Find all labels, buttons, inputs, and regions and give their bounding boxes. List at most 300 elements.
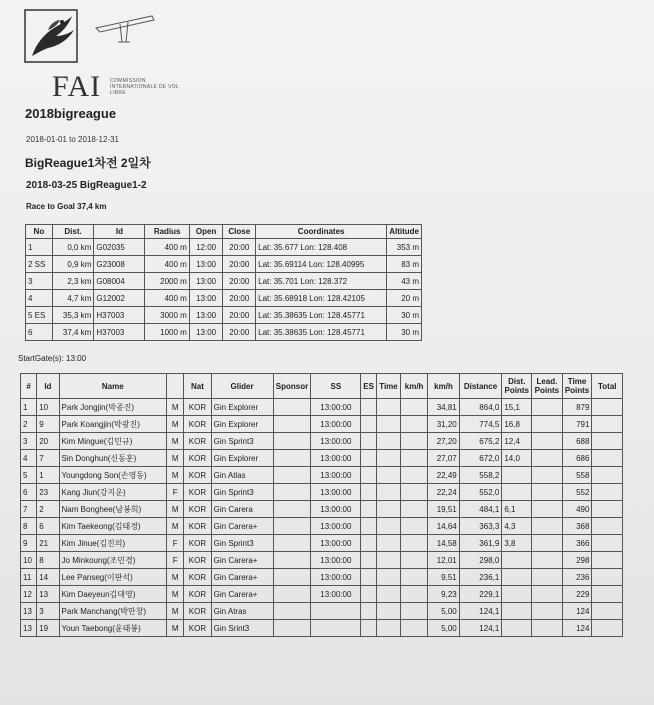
result-cell: 8 — [37, 552, 59, 569]
result-cell: 22,24 — [428, 484, 459, 501]
result-cell: 13:00:00 — [311, 399, 361, 416]
result-cell: 1 — [21, 399, 37, 416]
result-cell — [592, 416, 623, 433]
result-cell: 31,20 — [428, 416, 459, 433]
result-cell — [377, 450, 401, 467]
result-cell — [377, 569, 401, 586]
result-cell: M — [167, 518, 184, 535]
result-cell — [361, 518, 377, 535]
result-cell — [400, 484, 427, 501]
result-cell: 21 — [37, 535, 59, 552]
header-cell: Id — [94, 225, 145, 239]
result-cell: Park Jongjin(박종진) — [59, 399, 167, 416]
task-title: 2018-03-25 BigReague1-2 — [26, 180, 147, 191]
result-cell: 6,1 — [502, 501, 532, 518]
result-cell: M — [167, 586, 184, 603]
result-cell — [273, 603, 311, 620]
result-cell — [400, 450, 427, 467]
result-cell: KOR — [184, 603, 211, 620]
result-cell: KOR — [184, 501, 211, 518]
result-cell: 13:00:00 — [311, 501, 361, 518]
header-cell: Total — [592, 374, 623, 399]
result-cell: 236 — [562, 569, 592, 586]
result-cell — [502, 484, 532, 501]
turnpoint-cell: Lat: 35.38635 Lon: 128.45771 — [256, 324, 387, 341]
turnpoint-cell: 30 m — [387, 307, 422, 324]
result-cell: 13:00:00 — [311, 467, 361, 484]
turnpoint-cell: 13:00 — [189, 307, 223, 324]
result-cell — [361, 535, 377, 552]
header-cell: Glider — [211, 374, 273, 399]
result-cell: KOR — [184, 586, 211, 603]
result-cell — [532, 433, 562, 450]
result-cell — [377, 586, 401, 603]
result-cell: 1 — [37, 467, 59, 484]
result-cell — [400, 552, 427, 569]
result-row — [21, 620, 623, 637]
result-cell: M — [167, 467, 184, 484]
result-row — [21, 569, 623, 586]
result-cell — [377, 467, 401, 484]
result-cell: 13:00:00 — [311, 433, 361, 450]
result-cell: 791 — [562, 416, 592, 433]
result-cell: Youn Taebong(윤태봉) — [59, 620, 167, 637]
result-cell: Gin Carera+ — [211, 569, 273, 586]
result-cell — [361, 603, 377, 620]
result-cell: Gin Sprint3 — [211, 433, 273, 450]
result-cell — [311, 620, 361, 637]
turnpoint-row — [26, 290, 422, 307]
result-cell: 27,20 — [428, 433, 459, 450]
result-cell — [273, 450, 311, 467]
result-cell — [592, 518, 623, 535]
result-cell: 366 — [562, 535, 592, 552]
result-cell: Kang Jiun(강지운) — [59, 484, 167, 501]
result-cell: KOR — [184, 467, 211, 484]
result-cell — [532, 569, 562, 586]
result-cell: 2 — [37, 501, 59, 518]
turnpoint-cell: H37003 — [94, 324, 145, 341]
result-row — [21, 518, 623, 535]
result-cell — [592, 467, 623, 484]
result-cell: 7 — [21, 501, 37, 518]
result-cell: 3 — [21, 433, 37, 450]
result-cell: Gin Atlas — [211, 467, 273, 484]
header-cell: ES — [361, 374, 377, 399]
result-cell: 9 — [21, 535, 37, 552]
turnpoint-cell: Lat: 35.38635 Lon: 128.45771 — [256, 307, 387, 324]
header-cell: Close — [223, 225, 256, 239]
result-cell: KOR — [184, 518, 211, 535]
result-row — [21, 399, 623, 416]
header-cell: Open — [189, 225, 223, 239]
result-cell: 34,81 — [428, 399, 459, 416]
competition-title: 2018bigreague — [25, 106, 117, 121]
result-cell — [273, 484, 311, 501]
result-cell: Jo Minkoung(조민경) — [59, 552, 167, 569]
result-cell — [377, 416, 401, 433]
result-cell — [400, 399, 427, 416]
turnpoint-cell: 400 m — [145, 239, 189, 256]
result-cell — [502, 569, 532, 586]
result-cell: 5,00 — [428, 603, 459, 620]
result-cell: Gin Carera+ — [211, 586, 273, 603]
result-cell: 675,2 — [459, 433, 502, 450]
turnpoint-row — [26, 273, 422, 290]
turnpoint-cell: H37003 — [94, 307, 145, 324]
turnpoints-header-row — [26, 225, 422, 239]
result-cell: 361,9 — [459, 535, 502, 552]
result-cell: 7 — [37, 450, 59, 467]
turnpoint-cell: 1 — [26, 239, 53, 256]
fai-logo — [22, 8, 179, 103]
result-cell: 686 — [562, 450, 592, 467]
result-cell — [400, 433, 427, 450]
result-cell: 13:00:00 — [311, 569, 361, 586]
result-cell: 12 — [21, 586, 37, 603]
turnpoint-cell: Lat: 35.68918 Lon: 128.42105 — [256, 290, 387, 307]
task-type: Race to Goal 37,4 km — [26, 202, 107, 211]
result-cell: KOR — [184, 620, 211, 637]
result-cell — [361, 467, 377, 484]
round-title: BigReague1차전 2일차 — [25, 156, 151, 170]
result-cell: Gin Explorer — [211, 399, 273, 416]
turnpoint-cell: 3000 m — [145, 307, 189, 324]
fai-wordmark: FAI — [52, 70, 102, 103]
turnpoint-cell: 30 m — [387, 324, 422, 341]
result-cell — [532, 467, 562, 484]
turnpoint-cell: 37,4 km — [52, 324, 94, 341]
result-cell: 864,0 — [459, 399, 502, 416]
header-cell: Lead. Points — [532, 374, 562, 399]
result-cell: Gin Sprint3 — [211, 484, 273, 501]
turnpoint-cell: 13:00 — [189, 290, 223, 307]
result-cell — [377, 518, 401, 535]
header-cell: Radius — [145, 225, 189, 239]
result-cell: Gin Atras — [211, 603, 273, 620]
result-cell: 16,8 — [502, 416, 532, 433]
turnpoint-cell: 13:00 — [189, 256, 223, 273]
result-cell — [532, 620, 562, 637]
result-cell — [592, 603, 623, 620]
turnpoint-cell: 400 m — [145, 256, 189, 273]
result-row — [21, 501, 623, 518]
header-cell: Distance — [459, 374, 502, 399]
result-cell: 2 — [21, 416, 37, 433]
turnpoint-cell: 20:00 — [223, 290, 256, 307]
result-cell: Gin Srint3 — [211, 620, 273, 637]
result-cell: 13 — [21, 620, 37, 637]
result-cell: KOR — [184, 569, 211, 586]
result-cell — [273, 535, 311, 552]
turnpoint-cell: 12:00 — [189, 239, 223, 256]
result-row — [21, 433, 623, 450]
competition-dates: 2018-01-01 to 2018-12-31 — [26, 135, 119, 144]
turnpoint-row — [26, 256, 422, 273]
result-cell: 14 — [37, 569, 59, 586]
result-cell: 558 — [562, 467, 592, 484]
result-cell: 14,0 — [502, 450, 532, 467]
results-header-row — [21, 374, 623, 399]
result-cell — [400, 518, 427, 535]
header-cell: # — [21, 374, 37, 399]
turnpoint-cell: 20:00 — [223, 239, 256, 256]
turnpoint-row — [26, 307, 422, 324]
result-cell: 688 — [562, 433, 592, 450]
result-cell: 298,0 — [459, 552, 502, 569]
result-cell: Kim Taekeong(김태경) — [59, 518, 167, 535]
result-cell: 124 — [562, 620, 592, 637]
result-cell: 3,8 — [502, 535, 532, 552]
result-cell: 3 — [37, 603, 59, 620]
result-cell — [273, 552, 311, 569]
turnpoint-cell: 3 — [26, 273, 53, 290]
result-cell — [273, 433, 311, 450]
result-cell — [532, 552, 562, 569]
header-cell: Time — [377, 374, 401, 399]
result-cell — [532, 416, 562, 433]
header-cell: Time Points — [562, 374, 592, 399]
result-cell: 14,64 — [428, 518, 459, 535]
turnpoints-table — [25, 224, 422, 341]
result-cell: Youngdong Son(손영동) — [59, 467, 167, 484]
result-cell: M — [167, 603, 184, 620]
result-cell: M — [167, 399, 184, 416]
result-cell: 14,58 — [428, 535, 459, 552]
result-cell — [361, 501, 377, 518]
turnpoint-cell: 43 m — [387, 273, 422, 290]
result-cell — [532, 603, 562, 620]
result-cell — [592, 501, 623, 518]
result-cell: 12,01 — [428, 552, 459, 569]
result-cell: 13:00:00 — [311, 484, 361, 501]
result-cell: Sin Donghun(신동훈) — [59, 450, 167, 467]
result-cell — [592, 433, 623, 450]
result-cell: 484,1 — [459, 501, 502, 518]
turnpoint-cell: 0,0 km — [52, 239, 94, 256]
result-cell — [273, 586, 311, 603]
result-cell — [377, 433, 401, 450]
result-cell: 368 — [562, 518, 592, 535]
result-cell: 363,3 — [459, 518, 502, 535]
header-cell: Nat — [184, 374, 211, 399]
result-cell — [532, 450, 562, 467]
header-cell: Id — [37, 374, 59, 399]
result-cell: 4,3 — [502, 518, 532, 535]
result-cell: 6 — [37, 518, 59, 535]
result-cell: 229,1 — [459, 586, 502, 603]
result-cell: 13:00:00 — [311, 416, 361, 433]
result-cell: M — [167, 620, 184, 637]
start-gates: StartGate(s): 13:00 — [18, 354, 87, 363]
result-cell — [400, 569, 427, 586]
result-cell — [592, 535, 623, 552]
turnpoint-cell: 13:00 — [189, 273, 223, 290]
result-cell: 11 — [21, 569, 37, 586]
result-cell — [592, 399, 623, 416]
result-cell: 13 — [37, 586, 59, 603]
result-cell: Gin Sprint3 — [211, 535, 273, 552]
result-cell — [400, 416, 427, 433]
header-cell: km/h — [400, 374, 427, 399]
result-row — [21, 416, 623, 433]
result-cell — [502, 586, 532, 603]
result-cell: M — [167, 416, 184, 433]
turnpoint-row — [26, 324, 422, 341]
result-cell — [400, 467, 427, 484]
result-cell — [361, 552, 377, 569]
result-cell: KOR — [184, 450, 211, 467]
result-cell — [377, 552, 401, 569]
turnpoint-cell: 5 ES — [26, 307, 53, 324]
result-cell: 124 — [562, 603, 592, 620]
turnpoint-cell: 20:00 — [223, 256, 256, 273]
turnpoint-cell: 20 m — [387, 290, 422, 307]
result-cell — [361, 484, 377, 501]
result-cell — [532, 586, 562, 603]
results-table — [20, 373, 623, 637]
result-cell: 879 — [562, 399, 592, 416]
result-cell: 490 — [562, 501, 592, 518]
turnpoint-cell: 0,9 km — [52, 256, 94, 273]
result-cell: KOR — [184, 416, 211, 433]
result-cell: 12,4 — [502, 433, 532, 450]
result-cell — [532, 501, 562, 518]
turnpoint-cell: 353 m — [387, 239, 422, 256]
result-cell: 10 — [21, 552, 37, 569]
result-cell: 13:00:00 — [311, 450, 361, 467]
result-cell: Gin Explorer — [211, 450, 273, 467]
result-cell — [400, 501, 427, 518]
result-cell: 19 — [37, 620, 59, 637]
turnpoint-cell: G08004 — [94, 273, 145, 290]
result-cell — [361, 620, 377, 637]
result-cell: 558,2 — [459, 467, 502, 484]
result-cell — [377, 620, 401, 637]
result-row — [21, 467, 623, 484]
result-cell — [361, 399, 377, 416]
result-cell — [592, 552, 623, 569]
result-cell — [592, 569, 623, 586]
turnpoint-cell: G12002 — [94, 290, 145, 307]
header-cell: Dist. Points — [502, 374, 532, 399]
turnpoint-cell: 2000 m — [145, 273, 189, 290]
header-cell: Sponsor — [273, 374, 311, 399]
header-cell: Altitude — [387, 225, 422, 239]
result-cell: 552 — [562, 484, 592, 501]
result-cell — [377, 484, 401, 501]
result-cell: 13:00:00 — [311, 552, 361, 569]
turnpoint-cell: 20:00 — [223, 307, 256, 324]
result-cell — [532, 399, 562, 416]
result-cell — [361, 416, 377, 433]
result-cell: 19,51 — [428, 501, 459, 518]
result-cell: 672,0 — [459, 450, 502, 467]
result-cell — [273, 501, 311, 518]
result-cell — [273, 399, 311, 416]
result-cell — [377, 501, 401, 518]
header-cell: No — [26, 225, 53, 239]
result-cell: 15,1 — [502, 399, 532, 416]
result-cell: 6 — [21, 484, 37, 501]
result-cell: Lee Panseg(이판석) — [59, 569, 167, 586]
result-cell: 13:00:00 — [311, 586, 361, 603]
result-cell: KOR — [184, 535, 211, 552]
result-cell: Nam Bonghee(남봉희) — [59, 501, 167, 518]
result-cell: 124,1 — [459, 620, 502, 637]
result-cell: Gin Carera+ — [211, 552, 273, 569]
result-cell: 22,49 — [428, 467, 459, 484]
result-cell — [273, 467, 311, 484]
result-cell: Gin Carera+ — [211, 518, 273, 535]
result-cell — [502, 552, 532, 569]
header-cell: Name — [59, 374, 167, 399]
header-cell: km/h — [428, 374, 459, 399]
result-cell — [377, 535, 401, 552]
result-cell: 13:00:00 — [311, 518, 361, 535]
turnpoint-cell: 20:00 — [223, 324, 256, 341]
result-cell: F — [167, 535, 184, 552]
result-cell: 774,5 — [459, 416, 502, 433]
result-cell — [273, 518, 311, 535]
result-cell — [273, 569, 311, 586]
result-cell — [592, 484, 623, 501]
turnpoint-row — [26, 239, 422, 256]
result-cell: Park Koangjin(박광진) — [59, 416, 167, 433]
result-cell: M — [167, 569, 184, 586]
result-cell: Gin Carera — [211, 501, 273, 518]
turnpoint-cell: Lat: 35.69114 Lon: 128.40995 — [256, 256, 387, 273]
turnpoint-cell: G02035 — [94, 239, 145, 256]
result-row — [21, 535, 623, 552]
result-cell: 236,1 — [459, 569, 502, 586]
result-cell: F — [167, 552, 184, 569]
result-cell — [377, 603, 401, 620]
result-cell — [502, 620, 532, 637]
result-cell: KOR — [184, 433, 211, 450]
turnpoint-cell: G23008 — [94, 256, 145, 273]
turnpoint-cell: 4,7 km — [52, 290, 94, 307]
turnpoint-cell: 6 — [26, 324, 53, 341]
header-cell — [167, 374, 184, 399]
result-row — [21, 603, 623, 620]
result-cell: 13 — [21, 603, 37, 620]
result-cell: Kim Jinue(김진의) — [59, 535, 167, 552]
turnpoint-cell: 83 m — [387, 256, 422, 273]
turnpoint-cell: 35,3 km — [52, 307, 94, 324]
result-cell — [592, 450, 623, 467]
turnpoint-cell: 2 SS — [26, 256, 53, 273]
result-cell: KOR — [184, 552, 211, 569]
turnpoint-cell: 20:00 — [223, 273, 256, 290]
result-cell: 9 — [37, 416, 59, 433]
result-cell: 8 — [21, 518, 37, 535]
turnpoint-cell: 2,3 km — [52, 273, 94, 290]
result-cell: 13:00:00 — [311, 535, 361, 552]
turnpoint-cell: 400 m — [145, 290, 189, 307]
result-cell: 4 — [21, 450, 37, 467]
result-cell: M — [167, 450, 184, 467]
result-cell — [532, 518, 562, 535]
result-cell — [400, 603, 427, 620]
result-cell — [502, 467, 532, 484]
result-cell: 23 — [37, 484, 59, 501]
result-row — [21, 586, 623, 603]
result-cell — [400, 620, 427, 637]
turnpoint-cell: Lat: 35.701 Lon: 128.372 — [256, 273, 387, 290]
result-row — [21, 552, 623, 569]
header-cell: Coordinates — [256, 225, 387, 239]
